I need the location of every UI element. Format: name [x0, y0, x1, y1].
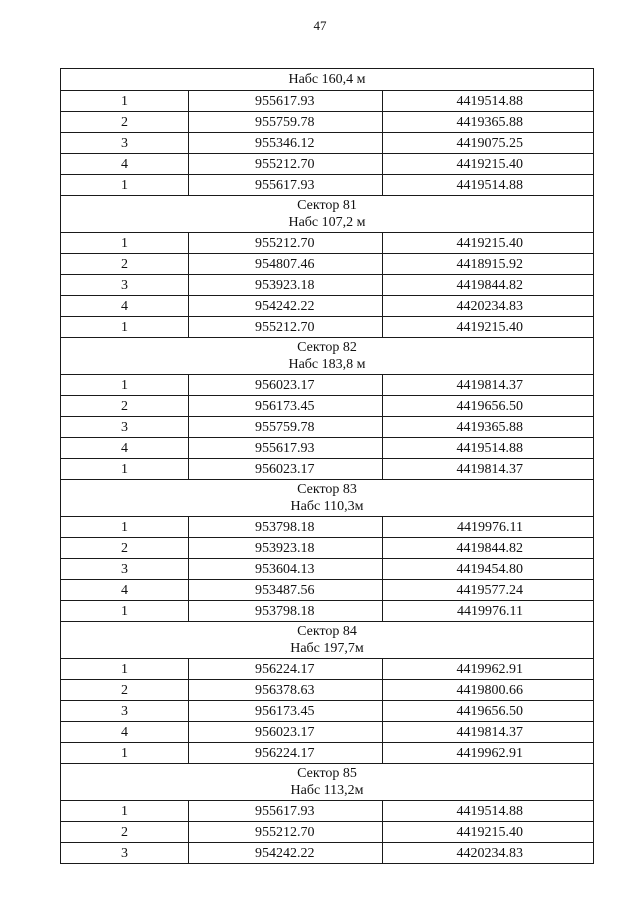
section-header-row	[61, 480, 594, 517]
table-row	[61, 659, 594, 680]
point-number-cell: 1	[61, 801, 189, 822]
y-coordinate-cell: 4419514.88	[383, 91, 594, 112]
point-number-cell: 4	[61, 580, 189, 601]
table-row	[61, 275, 594, 296]
y-coordinate-cell: 4419577.24	[383, 580, 594, 601]
y-coordinate-cell: 4419215.40	[383, 233, 594, 254]
x-coordinate-cell: 954807.46	[189, 254, 383, 275]
point-number-cell: 3	[61, 133, 189, 154]
point-number-cell: 1	[61, 743, 189, 764]
y-coordinate-cell: 4419976.11	[383, 517, 594, 538]
sector-title: Сектор 83	[297, 482, 357, 497]
point-number-cell: 4	[61, 296, 189, 317]
table-row	[61, 559, 594, 580]
coordinates-table	[60, 68, 594, 864]
x-coordinate-cell: 956023.17	[189, 459, 383, 480]
x-coordinate-cell: 955617.93	[189, 91, 383, 112]
table-row	[61, 701, 594, 722]
x-coordinate-cell: 955212.70	[189, 317, 383, 338]
x-coordinate-cell: 956173.45	[189, 396, 383, 417]
x-coordinate-cell: 956023.17	[189, 375, 383, 396]
x-coordinate-cell: 955212.70	[189, 822, 383, 843]
point-number-cell: 2	[61, 822, 189, 843]
table-row	[61, 680, 594, 701]
section-header-row	[61, 196, 594, 233]
x-coordinate-cell: 954242.22	[189, 296, 383, 317]
section-header-row	[61, 764, 594, 801]
point-number-cell: 4	[61, 154, 189, 175]
y-coordinate-cell: 4420234.83	[383, 843, 594, 864]
point-number-cell: 3	[61, 275, 189, 296]
x-coordinate-cell: 953487.56	[189, 580, 383, 601]
y-coordinate-cell: 4419075.25	[383, 133, 594, 154]
x-coordinate-cell: 954242.22	[189, 843, 383, 864]
y-coordinate-cell: 4419365.88	[383, 112, 594, 133]
point-number-cell: 3	[61, 701, 189, 722]
point-number-cell: 4	[61, 438, 189, 459]
table-row	[61, 438, 594, 459]
y-coordinate-cell: 4419365.88	[383, 417, 594, 438]
sector-altitude: Набс 197,7м	[290, 641, 364, 656]
x-coordinate-cell: 953798.18	[189, 601, 383, 622]
x-coordinate-cell: 955617.93	[189, 175, 383, 196]
sector-title: Сектор 84	[297, 624, 357, 639]
point-number-cell: 1	[61, 175, 189, 196]
section-header-row	[61, 69, 594, 91]
x-coordinate-cell: 953798.18	[189, 517, 383, 538]
x-coordinate-cell: 953923.18	[189, 538, 383, 559]
table-row	[61, 459, 594, 480]
x-coordinate-cell: 955759.78	[189, 417, 383, 438]
section-header-row	[61, 338, 594, 375]
x-coordinate-cell: 953604.13	[189, 559, 383, 580]
table-row	[61, 317, 594, 338]
section-header-cell	[61, 338, 594, 375]
y-coordinate-cell: 4419215.40	[383, 822, 594, 843]
y-coordinate-cell: 4419514.88	[383, 801, 594, 822]
point-number-cell: 2	[61, 680, 189, 701]
point-number-cell: 3	[61, 417, 189, 438]
point-number-cell: 1	[61, 317, 189, 338]
table-row	[61, 722, 594, 743]
table-row	[61, 538, 594, 559]
y-coordinate-cell: 4419215.40	[383, 317, 594, 338]
point-number-cell: 1	[61, 659, 189, 680]
table-row	[61, 154, 594, 175]
sector-title: Сектор 81	[297, 198, 357, 213]
y-coordinate-cell: 4419514.88	[383, 175, 594, 196]
table-row	[61, 112, 594, 133]
point-number-cell: 1	[61, 91, 189, 112]
x-coordinate-cell: 956224.17	[189, 743, 383, 764]
point-number-cell: 3	[61, 559, 189, 580]
table-row	[61, 743, 594, 764]
table-row	[61, 233, 594, 254]
y-coordinate-cell: 4419962.91	[383, 659, 594, 680]
x-coordinate-cell: 955617.93	[189, 801, 383, 822]
y-coordinate-cell: 4419814.37	[383, 459, 594, 480]
table-row	[61, 296, 594, 317]
y-coordinate-cell: 4419976.11	[383, 601, 594, 622]
section-header-cell	[61, 764, 594, 801]
table-row	[61, 822, 594, 843]
point-number-cell: 1	[61, 375, 189, 396]
y-coordinate-cell: 4419844.82	[383, 275, 594, 296]
y-coordinate-cell: 4419844.82	[383, 538, 594, 559]
x-coordinate-cell: 955212.70	[189, 233, 383, 254]
x-coordinate-cell: 956224.17	[189, 659, 383, 680]
x-coordinate-cell: 955346.12	[189, 133, 383, 154]
point-number-cell: 4	[61, 722, 189, 743]
section-header-row	[61, 622, 594, 659]
point-number-cell: 2	[61, 254, 189, 275]
x-coordinate-cell: 955617.93	[189, 438, 383, 459]
table-row	[61, 517, 594, 538]
table-row	[61, 254, 594, 275]
point-number-cell: 1	[61, 517, 189, 538]
sector-title: Сектор 85	[297, 766, 357, 781]
y-coordinate-cell: 4419514.88	[383, 438, 594, 459]
y-coordinate-cell: 4420234.83	[383, 296, 594, 317]
sector-altitude: Набс 110,3м	[290, 499, 364, 514]
y-coordinate-cell: 4419656.50	[383, 396, 594, 417]
sector-altitude: Набс 107,2 м	[288, 215, 366, 230]
y-coordinate-cell: 4419814.37	[383, 722, 594, 743]
y-coordinate-cell: 4418915.92	[383, 254, 594, 275]
table-row	[61, 133, 594, 154]
x-coordinate-cell: 953923.18	[189, 275, 383, 296]
section-header-cell	[61, 69, 594, 91]
table-row	[61, 175, 594, 196]
sector-altitude: Набс 183,8 м	[288, 357, 366, 372]
y-coordinate-cell: 4419656.50	[383, 701, 594, 722]
point-number-cell: 1	[61, 459, 189, 480]
y-coordinate-cell: 4419454.80	[383, 559, 594, 580]
page-number: 47	[313, 18, 327, 33]
section-header-cell	[61, 480, 594, 517]
table-row	[61, 801, 594, 822]
point-number-cell: 2	[61, 112, 189, 133]
sector-title: Сектор 82	[297, 340, 357, 355]
table-row	[61, 580, 594, 601]
sector-altitude: Набс 113,2м	[290, 783, 364, 798]
point-number-cell: 1	[61, 601, 189, 622]
table-row	[61, 843, 594, 864]
y-coordinate-cell: 4419814.37	[383, 375, 594, 396]
table-row	[61, 601, 594, 622]
point-number-cell: 2	[61, 396, 189, 417]
section-header-cell	[61, 622, 594, 659]
table-row	[61, 417, 594, 438]
coordinates-table-body	[61, 69, 594, 864]
y-coordinate-cell: 4419800.66	[383, 680, 594, 701]
x-coordinate-cell: 956173.45	[189, 701, 383, 722]
point-number-cell: 3	[61, 843, 189, 864]
table-row	[61, 375, 594, 396]
x-coordinate-cell: 955212.70	[189, 154, 383, 175]
table-row	[61, 396, 594, 417]
section-header-cell	[61, 196, 594, 233]
table-row	[61, 91, 594, 112]
x-coordinate-cell: 955759.78	[189, 112, 383, 133]
point-number-cell: 1	[61, 233, 189, 254]
point-number-cell: 2	[61, 538, 189, 559]
y-coordinate-cell: 4419215.40	[383, 154, 594, 175]
sector-altitude: Набс 160,4 м	[288, 72, 366, 87]
x-coordinate-cell: 956378.63	[189, 680, 383, 701]
x-coordinate-cell: 956023.17	[189, 722, 383, 743]
y-coordinate-cell: 4419962.91	[383, 743, 594, 764]
